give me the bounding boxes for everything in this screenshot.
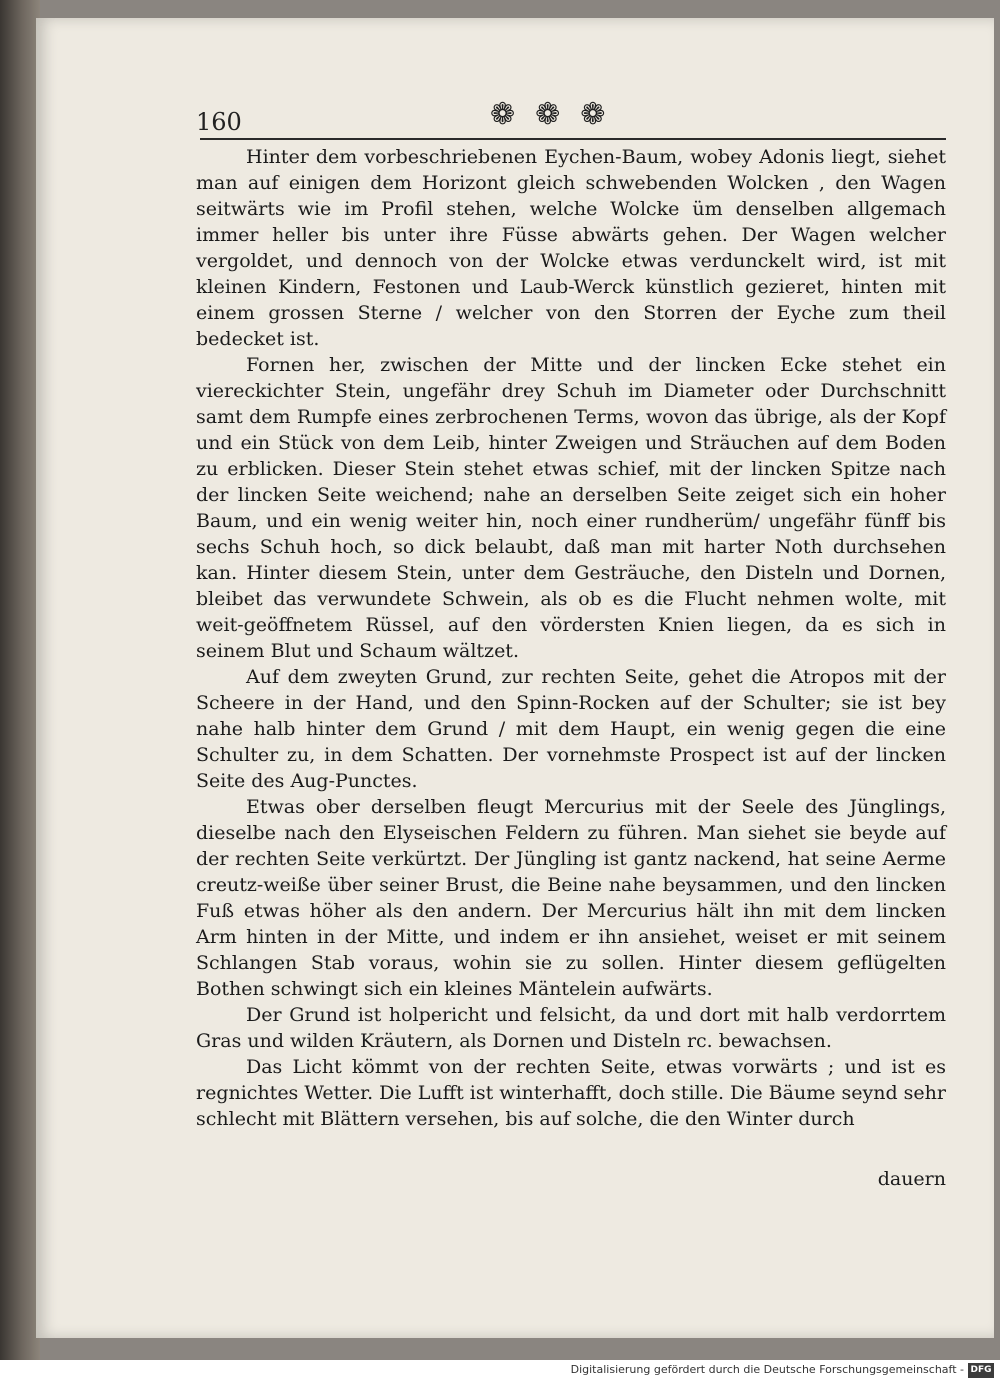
book-spine <box>0 0 40 1360</box>
flower-ornament-icon: ❁ <box>580 97 606 132</box>
header-ornaments <box>490 97 606 132</box>
page-header <box>160 90 946 142</box>
paragraph: Das Licht kömmt von der rechten Seite, etwas vorwärts ; und ist es regnichtes Wetter. Die Lufft ist winterhafft, doch stille. Die Bäume seynd sehr schlecht mit Blättern versehen, bis auf solche, die den Winter durch <box>196 1056 946 1130</box>
footer-bar <box>0 1360 1000 1383</box>
funding-notice: Digitalisierung gefördert durch die Deutsche Forschungsgemeinschaft - <box>570 1363 964 1376</box>
paragraph: Hinter dem vorbeschriebenen Eychen-Baum, wobey Adonis liegt, siehet man auf einigen dem Horizont gleich schwebenden Wolcken , den Wagen seitwärts wie im Profil stehen, welche Wolcke üm denselben allgemach immer heller bis unter ihre Füsse abwärts gehen. Der Wagen welcher vergoldet, und dennoch von der Wolcke etwas verdunckelt wird, ist mit kleinen Kindern, Festonen und Laub-Werck künstlich gezieret, hinten mit einem grossen Sterne / welcher von den Storren der Eyche zum theil bedecket ist. <box>196 146 946 350</box>
catchword: dauern <box>877 1168 946 1190</box>
page-number: 160 <box>196 108 242 136</box>
dfg-logo-icon: DFG <box>968 1363 994 1378</box>
header-rule <box>200 138 946 140</box>
flower-ornament-icon: ❁ <box>535 97 561 132</box>
paragraph: Der Grund ist holpericht und felsicht, da und dort mit halb verdorrtem Gras und wilden Kräutern, als Dornen und Disteln rc. bewachsen. <box>196 1004 946 1052</box>
paragraph: Auf dem zweyten Grund, zur rechten Seite, gehet die Atropos mit der Scheere in der Hand, und den Spinn-Rocken auf der Schulter; sie ist bey nahe halb hinter dem Grund / mit dem Haupt, ein wenig gegen die eine Schulter zu, in dem Schatten. Der vornehmste Prospect ist auf der lincken Seite des Aug-Punctes. <box>196 666 946 792</box>
paragraph: Fornen her, zwischen der Mitte und der lincken Ecke stehet ein viereckichter Stein, ungefähr drey Schuh im Diameter oder Durchschnitt samt dem Rumpfe eines zerbrochenen Terms, wovon das übrige, als der Kopf und ein Stück von dem Leib, hinter Zweigen und Sträuchen auf dem Boden zu erblicken. Dieser Stein stehet etwas schief, mit der lincken Spitze nach der lincken Seite weichend; nahe an derselben Seite zeiget sich ein hoher Baum, und ein wenig weiter hin, noch einer rundherüm/ ungefähr fünff bis sechs Schuh hoch, so dick belaubt, daß man mit harter Noth durchsehen kan. Hinter diesem Stein, unter dem Gesträuche, den Disteln und Dornen, bleibet das verwundete Schwein, als ob es die Flucht nehmen wolte, mit weit-geöffnetem Rüssel, auf den vördersten Knien liegen, da es sich in seinem Blut und Schaum wältzet. <box>196 354 946 662</box>
flower-ornament-icon: ❁ <box>490 97 516 132</box>
paragraph: Etwas ober derselben fleugt Mercurius mit der Seele des Jünglings, dieselbe nach den Elyseischen Feldern zu führen. Man siehet sie beyde auf der rechten Seite verkürtzt. Der Jüngling ist gantz nackend, hat seine Aerme creutz-weiße über seiner Brust, die Beine nahe beysammen, und den lincken Fuß etwas höher als den andern. Der Mercurius hält ihn mit dem lincken Arm hinten in der Mitte, und indem er ihn ansiehet, weiset er mit seinem Schlangen Stab voraus, wohin sie zu sollen. Hinter diesem geflügelten Bothen schwingt sich ein kleines Mäntelein aufwärts. <box>196 796 946 1000</box>
body-text <box>196 144 946 1132</box>
